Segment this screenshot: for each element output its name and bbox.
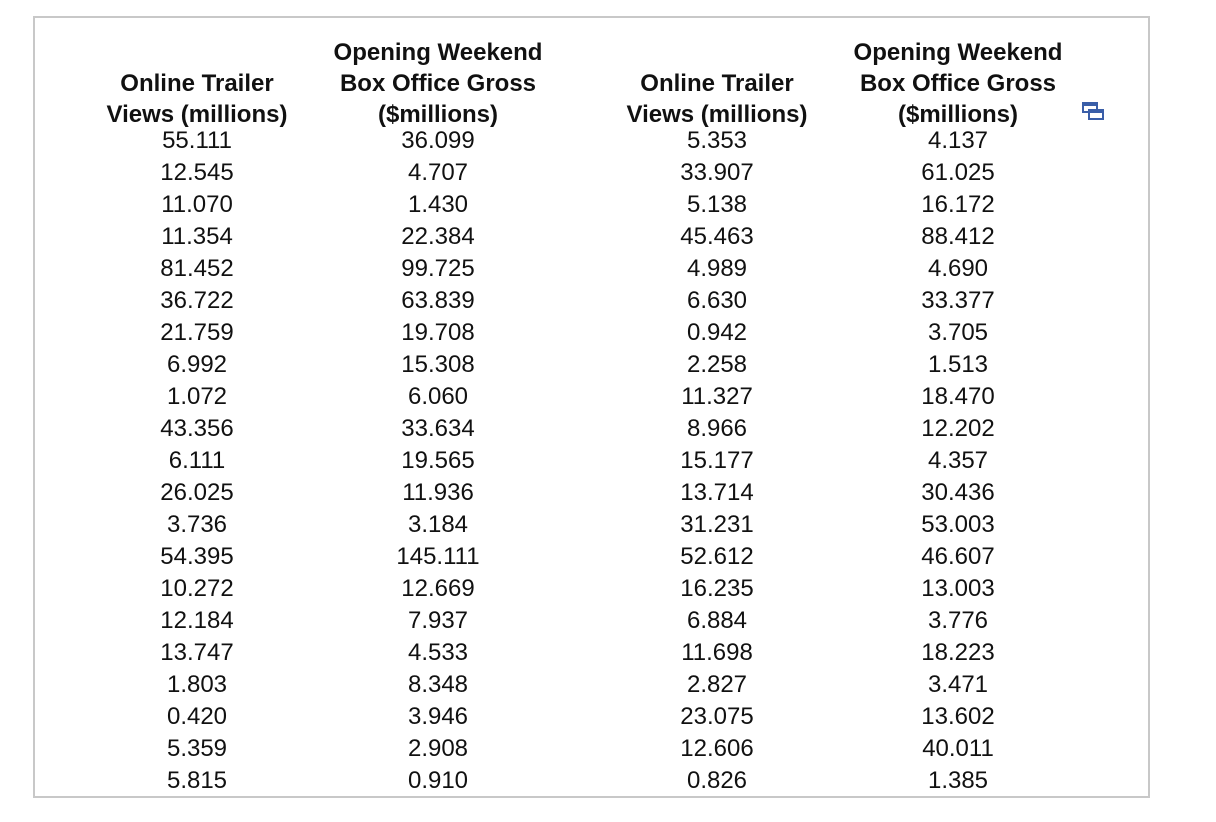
table-cell: 13.747 xyxy=(160,639,234,666)
table-cell: 0.910 xyxy=(407,767,469,794)
table-cell: 10.272 xyxy=(160,575,234,602)
table-cell: 30.436 xyxy=(921,479,995,506)
table-cell: 33.907 xyxy=(680,159,754,186)
table-cell: 4.137 xyxy=(927,127,989,154)
table-cell: 4.989 xyxy=(686,255,748,282)
table-cell: 0.942 xyxy=(686,319,748,346)
column-cells xyxy=(849,125,1067,797)
table-cell: 5.138 xyxy=(686,191,748,218)
table-cell: 46.607 xyxy=(921,543,995,570)
table-cell: 4.707 xyxy=(407,159,469,186)
table-cell: 1.803 xyxy=(166,671,228,698)
table-cell: 6.992 xyxy=(166,351,228,378)
table-cell: 21.759 xyxy=(160,319,234,346)
column-header-line: Box Office Gross xyxy=(859,70,1057,97)
column-header xyxy=(849,26,1067,130)
table-cell: 36.722 xyxy=(160,287,234,314)
table-cell: 11.327 xyxy=(681,383,753,410)
table-cell: 54.395 xyxy=(160,543,234,570)
table-cell: 3.184 xyxy=(407,511,469,538)
table-cell: 2.258 xyxy=(686,351,748,378)
table-cell: 63.839 xyxy=(401,287,475,314)
table-cell: 26.025 xyxy=(160,479,234,506)
table-cell: 3.736 xyxy=(166,511,228,538)
column-header-line: Opening Weekend xyxy=(853,39,1063,66)
table-cell: 22.384 xyxy=(401,223,475,250)
table-cell: 61.025 xyxy=(921,159,995,186)
table-cell: 4.357 xyxy=(927,447,989,474)
data-table xyxy=(33,16,1150,798)
table-cell: 3.471 xyxy=(927,671,989,698)
column-header-line: Views (millions) xyxy=(626,101,808,128)
table-cell: 18.223 xyxy=(921,639,995,666)
table-cell: 4.690 xyxy=(927,255,989,282)
copy-data-button[interactable] xyxy=(1082,102,1104,120)
table-cell: 43.356 xyxy=(160,415,234,442)
column-header xyxy=(617,26,817,130)
table-cell: 2.908 xyxy=(407,735,469,762)
table-cell: 55.111 xyxy=(162,127,232,154)
table-cell: 5.815 xyxy=(166,767,228,794)
table-cell: 1.385 xyxy=(927,767,989,794)
table-cell: 6.884 xyxy=(686,607,748,634)
table-cell: 99.725 xyxy=(401,255,475,282)
table-cell: 52.612 xyxy=(680,543,754,570)
table-cell: 5.359 xyxy=(166,735,228,762)
table-cell: 11.070 xyxy=(161,191,233,218)
table-cell: 18.470 xyxy=(921,383,995,410)
table-cell: 15.177 xyxy=(680,447,754,474)
table-cell: 40.011 xyxy=(922,735,994,762)
table-cell: 7.937 xyxy=(407,607,469,634)
table-cell: 12.606 xyxy=(680,735,754,762)
table-cell: 45.463 xyxy=(680,223,754,250)
table-cell: 12.545 xyxy=(160,159,234,186)
table-cell: 8.966 xyxy=(686,415,748,442)
column-cells xyxy=(617,125,817,797)
table-cell: 5.353 xyxy=(686,127,748,154)
column-header xyxy=(331,26,545,130)
table-cell: 81.452 xyxy=(160,255,234,282)
table-cell: 8.348 xyxy=(407,671,469,698)
table-cell: 33.377 xyxy=(921,287,995,314)
column-cells xyxy=(331,125,545,797)
column-header-line: Box Office Gross xyxy=(339,70,537,97)
table-cell: 11.698 xyxy=(681,639,753,666)
table-cell: 33.634 xyxy=(401,415,475,442)
table-cell: 12.202 xyxy=(921,415,995,442)
table-cell: 6.630 xyxy=(686,287,748,314)
column-header-line: ($millions) xyxy=(377,101,498,128)
table-cell: 0.420 xyxy=(166,703,228,730)
table-cell: 145.111 xyxy=(396,543,480,570)
table-cell: 23.075 xyxy=(680,703,754,730)
table-cell: 19.708 xyxy=(401,319,475,346)
table-cell: 6.060 xyxy=(407,383,469,410)
table-cell: 1.072 xyxy=(166,383,228,410)
table-cell: 11.354 xyxy=(161,223,233,250)
table-cell: 2.827 xyxy=(686,671,748,698)
table-cell: 3.946 xyxy=(407,703,469,730)
column-header-line: Opening Weekend xyxy=(333,39,543,66)
table-cell: 0.826 xyxy=(686,767,748,794)
table-cell: 13.003 xyxy=(921,575,995,602)
table-cell: 3.776 xyxy=(927,607,989,634)
copy-icon xyxy=(1082,102,1104,120)
table-cell: 31.231 xyxy=(680,511,754,538)
column-header-line: Views (millions) xyxy=(106,101,288,128)
table-cell: 13.714 xyxy=(680,479,754,506)
column-header-line: Online Trailer xyxy=(640,70,794,97)
table-cell: 4.533 xyxy=(407,639,469,666)
table-cell: 36.099 xyxy=(401,127,475,154)
table-cell: 15.308 xyxy=(401,351,475,378)
column-header-line: ($millions) xyxy=(897,101,1018,128)
column-header xyxy=(97,26,297,130)
table-cell: 19.565 xyxy=(401,447,475,474)
table-cell: 53.003 xyxy=(921,511,995,538)
table-cell: 88.412 xyxy=(921,223,995,250)
table-cell: 3.705 xyxy=(927,319,989,346)
column-cells xyxy=(97,125,297,797)
table-cell: 6.111 xyxy=(168,447,226,474)
table-cell: 12.669 xyxy=(401,575,475,602)
table-cell: 13.602 xyxy=(921,703,995,730)
table-cell: 1.430 xyxy=(407,191,469,218)
table-cell: 12.184 xyxy=(160,607,234,634)
column-header-line: Online Trailer xyxy=(120,70,274,97)
table-cell: 11.936 xyxy=(402,479,474,506)
table-cell: 1.513 xyxy=(927,351,989,378)
table-cell: 16.235 xyxy=(680,575,754,602)
table-cell: 16.172 xyxy=(921,191,995,218)
